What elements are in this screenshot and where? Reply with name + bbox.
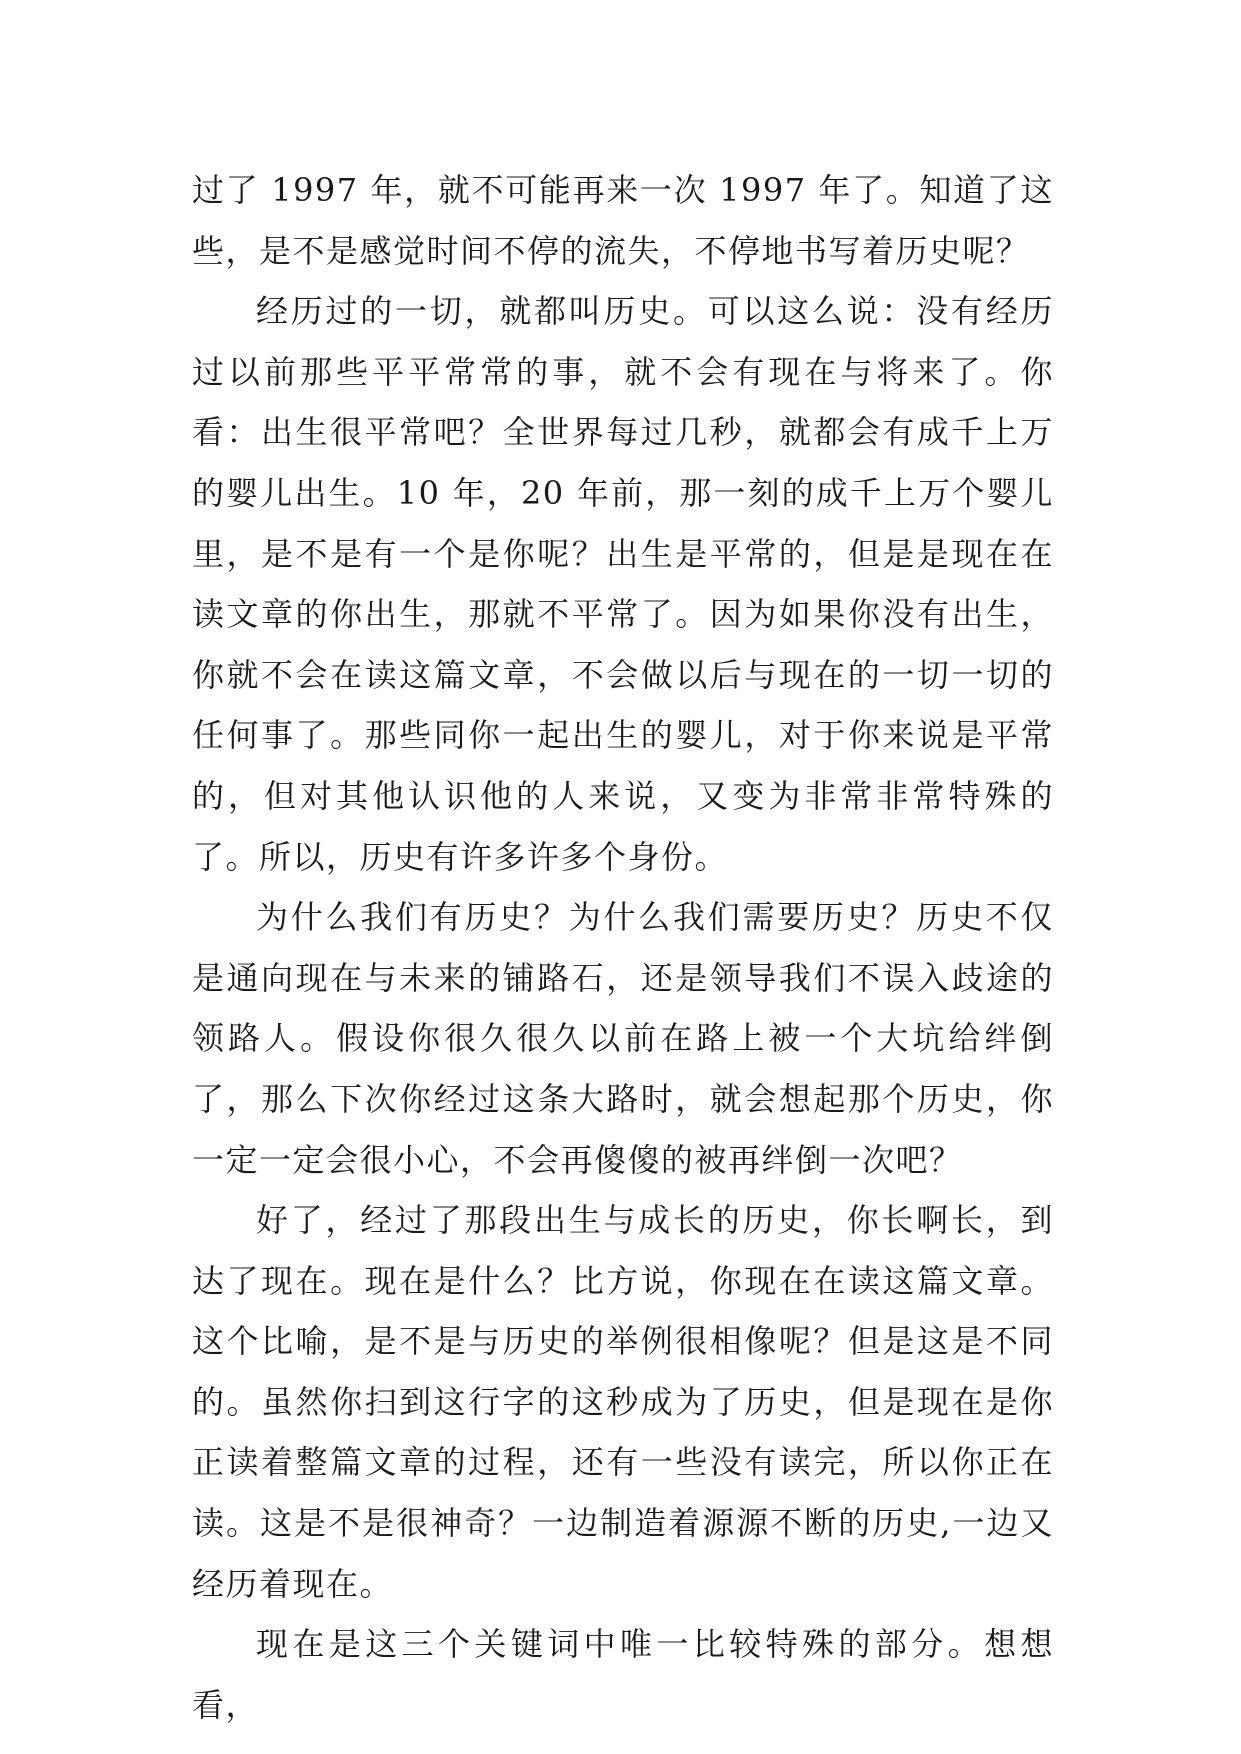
paragraph-history-definition: 经历过的一切，就都叫历史。可以这么说：没有经历过以前那些平平常常的事，就不会有现在与将来了。你看：出生很平常吧？全世界每过几秒，就都会有成千上万的婴儿出生。10 年，20 年前，那一刻的成千上万个婴儿里，是不是有一个是你呢？出生是平常的，但是是现在在读文章的你出生，那就不平常了。因为如果你没有出生，你就不会在读这篇文章，不会做以后与现在的一切一切的任何事了。那些同你一起出生的婴儿，对于你来说是平常的，但对其他认识他的人来说，又变为非常非常特殊的了。所以，历史有许多许多个身份。: [192, 292, 1054, 876]
paragraph-present-special: 现在是这三个关键词中唯一比较特殊的部分。想想看，: [192, 1625, 1054, 1724]
paragraph-why-history: 为什么我们有历史？为什么我们需要历史？历史不仅是通向现在与未来的铺路石，还是领导我们不误入歧途的领路人。假设你很久很久以前在路上被一个大坑给绊倒了，那么下次你经过这条大路时，就会想起那个历史，你一定一定会很小心，不会再傻傻的被再绊倒一次吧？: [192, 898, 1054, 1179]
paragraph-present: 好了，经过了那段出生与成长的历史，你长啊长，到达了现在。现在是什么？比方说，你现在在读这篇文章。这个比喻，是不是与历史的举例很相像呢？但是这是不同的。虽然你扫到这行字的这秒成为了历史，但是现在是你正读着整篇文章的过程，还有一些没有读完，所以你正在读。这是不是很神奇？一边制造着源源不断的历史,一边又经历着现在。: [192, 1201, 1054, 1603]
paragraph-continuation: 过了 1997 年，就不可能再来一次 1997 年了。知道了这些，是不是感觉时间不停的流失，不停地书写着历史呢？: [192, 171, 1054, 270]
body-text: [192, 160, 1054, 1735]
